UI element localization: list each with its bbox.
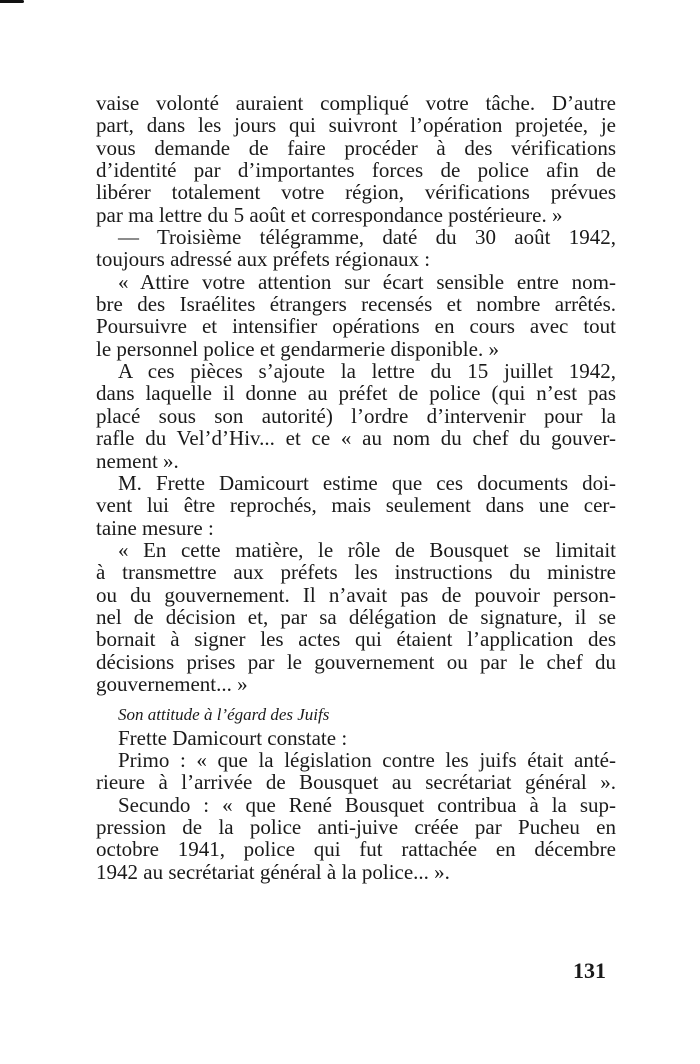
text-line: Secundo : « que René Bousquet contribua à la sup- [118, 792, 616, 817]
text-line: rieure à l’arrivée de Bousquet au secrétariat général ». [96, 770, 616, 795]
text-line: bornait à signer les actes qui étaient l’application des [96, 627, 616, 652]
text-line: Frette Damicourt constate : [118, 725, 348, 750]
text-line: le personnel police et gendarmerie disponible. » [96, 336, 499, 361]
text-line: nel de décision et, par sa délégation de signature, il se [96, 604, 616, 629]
text-line: 1942 au secrétariat général à la police... ». [96, 859, 450, 884]
text-line: « En cette matière, le rôle de Bousquet se limitait [118, 537, 616, 562]
section-text-block [96, 727, 616, 883]
text-line: — Troisième télégramme, daté du 30 août 1942, [118, 225, 616, 250]
text-line: ou du gouvernement. Il n’avait pas de pouvoir person- [96, 582, 616, 607]
text-line: part, dans les jours qui suivront l’opération projetée, je [96, 113, 616, 138]
text-line: A ces pièces s’ajoute la lettre du 15 juillet 1942, [118, 359, 616, 384]
text-line: Poursuivre et intensifier opérations en cours avec tout [96, 314, 616, 339]
text-line: M. Frette Damicourt estime que ces documents doi- [118, 470, 616, 495]
text-line: octobre 1941, police qui fut rattachée en décembre [96, 837, 616, 862]
scan-edge-mark [0, 0, 24, 3]
text-line: bre des Israélites étrangers recensés et nombre arrêtés. [96, 292, 616, 317]
text-line: vent lui être reprochés, mais seulement dans une cer- [96, 493, 616, 518]
text-line: toujours adressé aux préfets régionaux : [96, 247, 431, 272]
text-line: taine mesure : [96, 515, 214, 540]
text-line: vaise volonté auraient compliqué votre tâche. D’autre [96, 91, 616, 115]
text-line: « Attire votre attention sur écart sensible entre nom- [118, 269, 616, 294]
text-line: placé sous son autorité) l’ordre d’intervenir pour la [96, 403, 616, 428]
text-line: nement ». [96, 448, 179, 473]
section-heading: Son attitude à l’égard des Juifs [118, 705, 330, 725]
body-text-block [96, 92, 616, 695]
text-line: décisions prises par le gouvernement ou par le chef du [96, 649, 616, 674]
page-body [96, 92, 616, 883]
text-line: Primo : « que la législation contre les juifs était anté- [118, 747, 616, 772]
text-line: à transmettre aux préfets les instructions du ministre [96, 560, 616, 585]
text-line: dans laquelle il donne au préfet de police (qui n’est pas [96, 381, 616, 406]
text-line: gouvernement... » [96, 671, 248, 696]
text-line: par ma lettre du 5 août et correspondance postérieure. » [96, 202, 563, 227]
text-line: rafle du Vel’d’Hiv... et ce « au nom du chef du gouver- [96, 426, 616, 451]
text-line: libérer totalement votre région, vérifications prévues [96, 180, 616, 205]
page-number: 131 [573, 958, 606, 983]
text-line: vous demande de faire procéder à des vérifications [96, 135, 616, 160]
text-line: pression de la police anti-juive créée par Pucheu en [96, 815, 616, 839]
text-line: d’identité par d’importantes forces de police afin de [96, 158, 616, 183]
